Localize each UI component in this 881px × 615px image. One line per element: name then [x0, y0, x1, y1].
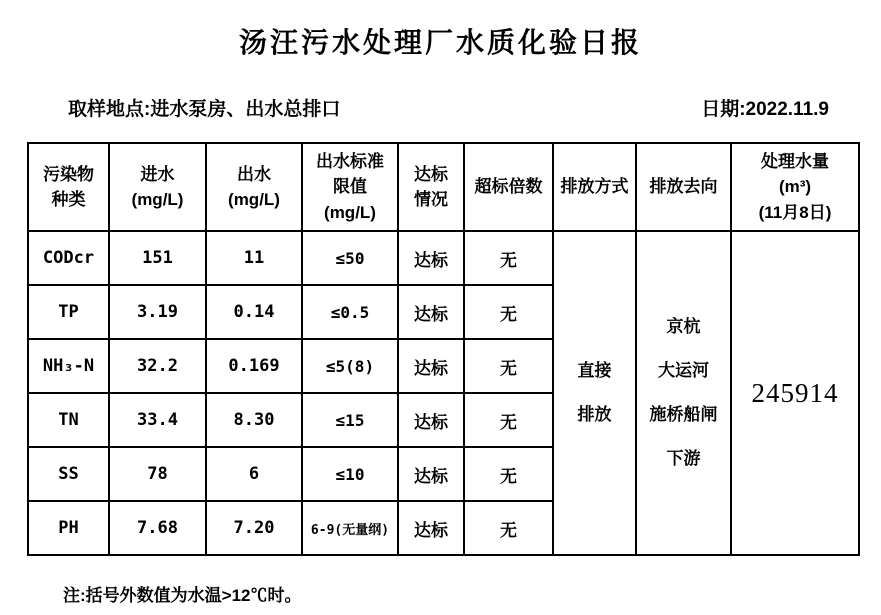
- inflow-value: 33.4: [109, 393, 206, 447]
- header-line: 处理水量: [761, 151, 829, 171]
- limit-value: ≤5(8): [302, 339, 398, 393]
- pollutant-name: TP: [28, 285, 109, 339]
- pollutant-name: TN: [28, 393, 109, 447]
- pollutant-name: NH₃-N: [28, 339, 109, 393]
- exceedance-value: 无: [464, 393, 553, 447]
- header-line: (m³): [778, 177, 812, 197]
- exceedance-value: 无: [464, 501, 553, 555]
- discharge-destination-cell: [636, 231, 731, 555]
- table-body: [28, 231, 859, 555]
- table-row-codcr: [28, 231, 859, 285]
- exceedance-value: 无: [464, 447, 553, 501]
- pollutant-name: CODcr: [28, 231, 109, 285]
- col-header-exceedance-multiple: [464, 143, 553, 231]
- col-header-discharge-method: [553, 143, 636, 231]
- exceedance-value: 无: [464, 339, 553, 393]
- col-header-compliance: [398, 143, 464, 231]
- header-line: 排放去向: [649, 177, 718, 197]
- header-line: 达标: [414, 164, 448, 184]
- limit-value: ≤10: [302, 447, 398, 501]
- col-header-treated-water-volume: [731, 143, 859, 231]
- header-line: 出水标准: [316, 151, 384, 171]
- outflow-value: 0.169: [206, 339, 302, 393]
- outflow-value: 6: [206, 447, 302, 501]
- outflow-value: 8.30: [206, 393, 302, 447]
- header-line: 情况: [414, 190, 448, 209]
- exceedance-value: 无: [464, 285, 553, 339]
- discharge-method-line: 直接: [577, 361, 612, 380]
- header-line: (mg/L): [228, 190, 280, 209]
- pollutant-name: PH: [28, 501, 109, 555]
- discharge-method-line: 排放: [577, 405, 612, 424]
- discharge-destination-line: 下游: [666, 449, 701, 468]
- limit-value: ≤0.5: [302, 285, 398, 339]
- header-line: (mg/L): [324, 202, 376, 222]
- limit-value: 6-9(无量纲): [302, 501, 398, 555]
- report-date-label: 日期:2022.11.9: [701, 99, 829, 120]
- discharge-destination-line: 京杭: [666, 317, 701, 336]
- col-header-pollutant-type: [28, 143, 109, 231]
- compliance-status: 达标: [398, 231, 464, 285]
- header-line: 超标倍数: [474, 177, 543, 197]
- table-header: [28, 143, 859, 231]
- discharge-destination-line: 施桥船闸: [649, 405, 718, 424]
- header-row: [28, 143, 859, 231]
- header-line: (mg/L): [131, 190, 184, 209]
- meta-row: [0, 61, 881, 121]
- header-line: 排放方式: [560, 177, 629, 197]
- page-title: 汤汪污水处理厂水质化验日报: [238, 27, 642, 58]
- outflow-value: 7.20: [206, 501, 302, 555]
- discharge-destination-line: 大运河: [658, 361, 709, 380]
- compliance-status: 达标: [398, 393, 464, 447]
- pollutant-name: SS: [28, 447, 109, 501]
- inflow-value: 3.19: [109, 285, 206, 339]
- footnote: 注:括号外数值为水温>12℃时。: [63, 586, 302, 605]
- outflow-value: 11: [206, 231, 302, 285]
- inflow-value: 7.68: [109, 501, 206, 555]
- inflow-value: 32.2: [109, 339, 206, 393]
- header-line: (11月8日): [758, 202, 832, 222]
- header-line: 污染物: [43, 164, 94, 184]
- limit-value: ≤50: [302, 231, 398, 285]
- treated-water-volume-value: 245914: [731, 231, 859, 555]
- compliance-status: 达标: [398, 447, 464, 501]
- outflow-value: 0.14: [206, 285, 302, 339]
- header-line: 种类: [51, 190, 86, 209]
- sampling-location-label: 取样地点:进水泵房、出水总排口: [68, 99, 341, 120]
- compliance-status: 达标: [398, 285, 464, 339]
- discharge-method-cell: [553, 231, 636, 555]
- col-header-inflow: [109, 143, 206, 231]
- header-line: 限值: [333, 177, 367, 197]
- inflow-value: 78: [109, 447, 206, 501]
- inflow-value: 151: [109, 231, 206, 285]
- col-header-outflow-limit: [302, 143, 398, 231]
- header-line: 进水: [140, 164, 175, 184]
- compliance-status: 达标: [398, 501, 464, 555]
- col-header-outflow: [206, 143, 302, 231]
- limit-value: ≤15: [302, 393, 398, 447]
- col-header-discharge-destination: [636, 143, 731, 231]
- water-quality-table: [27, 142, 860, 556]
- header-line: 出水: [237, 164, 271, 184]
- exceedance-value: 无: [464, 231, 553, 285]
- compliance-status: 达标: [398, 339, 464, 393]
